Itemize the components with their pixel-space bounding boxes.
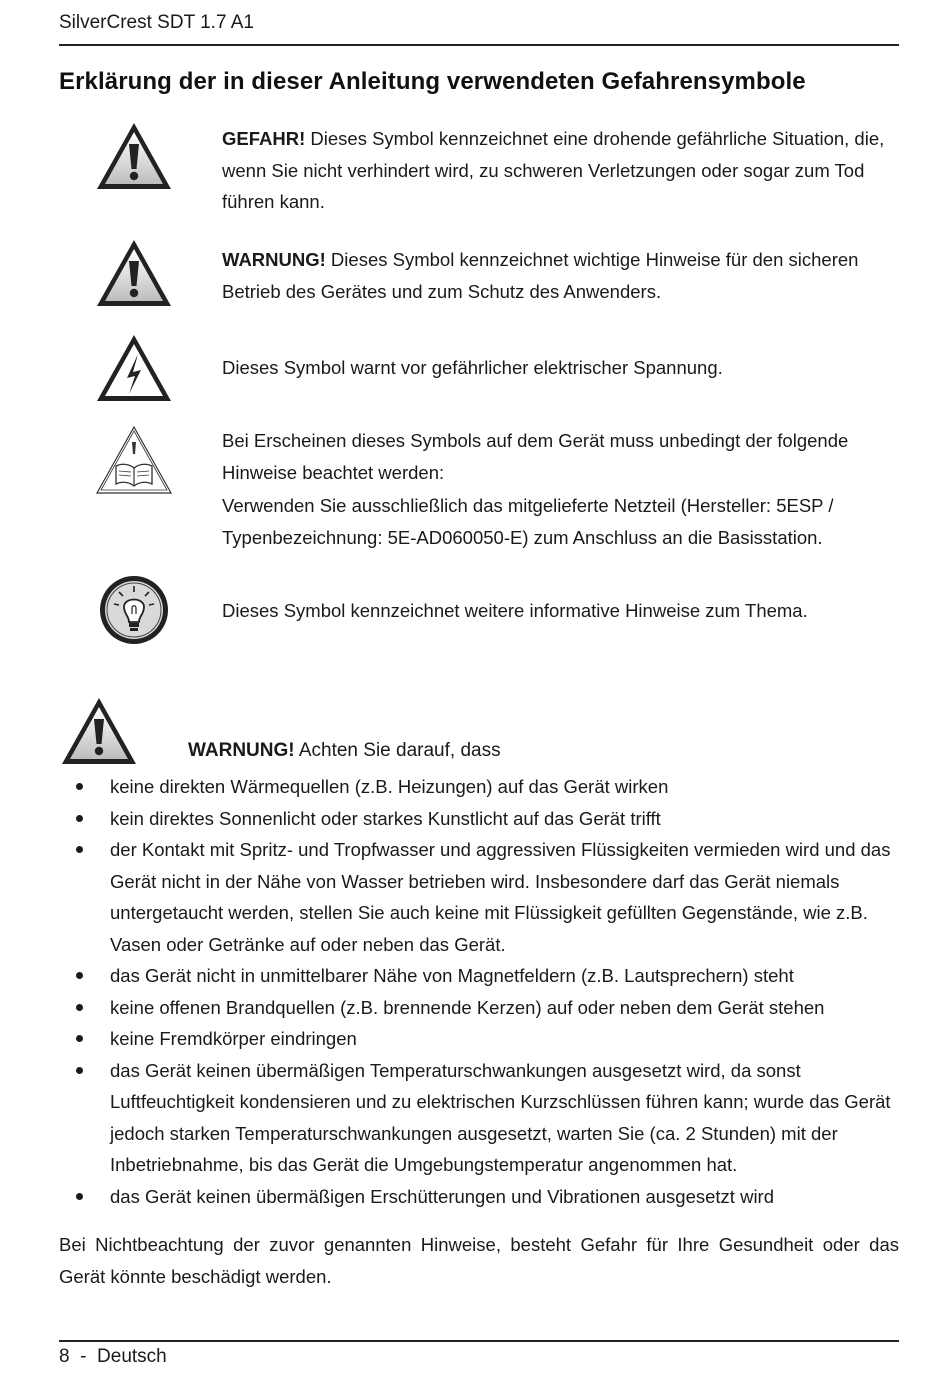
list-item-text: das Gerät nicht in unmittelbarer Nähe von Magnetfeldern (z.B. Lautsprechern) steht <box>110 965 794 986</box>
electric-description: Dieses Symbol warnt vor gefährlicher elektrischer Spannung. <box>222 357 723 378</box>
bullet-icon <box>76 846 83 853</box>
page-number: 8 <box>59 1346 70 1367</box>
warning-block-intro-text: Achten Sie darauf, dass <box>294 740 501 761</box>
manual-text-2: Verwenden Sie ausschließlich das mitgelieferte Netzteil (Hersteller: 5ESP / Typenbezeichnung: 5E-AD060050-E) zum Anschluss an die Basisstation. <box>222 495 834 548</box>
bullet-icon <box>76 1193 83 1200</box>
footer-language: Deutsch <box>97 1346 167 1367</box>
document-header: SilverCrest SDT 1.7 A1 <box>59 12 255 33</box>
read-manual-icon <box>94 424 174 496</box>
bullet-icon <box>76 815 83 822</box>
bullet-icon <box>76 1035 83 1042</box>
page-footer <box>59 1346 167 1368</box>
warning-description <box>222 244 892 307</box>
footer-rule <box>59 1340 899 1342</box>
list-item-text: der Kontakt mit Spritz- und Tropfwasser und aggressiven Flüssigkeiten vermieden wird und das Gerät nicht in der Nähe von Wasser betrieben wird. Insbesondere darf das Gerät niemals untergetaucht werden, stellen Sie auch keine mit Flüssigkeit gefüllten Gegenstände, wie z.B. Vasen oder Getränke auf oder neben das Gerät. <box>110 839 891 955</box>
warning-block-intro <box>188 735 501 767</box>
list-item <box>59 803 899 835</box>
info-description: Dieses Symbol kennzeichnet weitere informative Hinweise zum Thema. <box>222 600 808 621</box>
list-item <box>59 1023 899 1055</box>
warning-text: Dieses Symbol kennzeichnet wichtige Hinweise für den sicheren Betrieb des Gerätes und zum Schutz des Anwenders. <box>222 249 859 302</box>
list-item-text: kein direktes Sonnenlicht oder starkes Kunstlicht auf das Gerät trifft <box>110 807 661 829</box>
warning-triangle-icon <box>94 237 174 309</box>
list-item <box>59 771 899 803</box>
list-item <box>59 992 899 1024</box>
section-title: Erklärung der in dieser Anleitung verwendeten Gefahrensymbole <box>59 68 806 95</box>
warning-list <box>59 771 899 1212</box>
bullet-icon <box>76 783 83 790</box>
list-item <box>59 1055 899 1181</box>
danger-description <box>222 123 892 218</box>
bullet-icon <box>76 1067 83 1074</box>
warning-label: WARNUNG! <box>222 249 326 270</box>
footer-separator: - <box>80 1346 87 1367</box>
list-item-text: keine Fremdkörper eindringen <box>110 1028 357 1049</box>
list-item-text: keine direkten Wärmequellen (z.B. Heizungen) auf das Gerät wirken <box>110 776 669 797</box>
list-item-text: keine offenen Brandquellen (z.B. brennende Kerzen) auf oder neben dem Gerät stehen <box>110 996 825 1018</box>
list-item-text: das Gerät keinen übermäßigen Temperaturschwankungen ausgesetzt wird, da sonst Luftfeuchtigkeit kondensieren und zu elektrischen Kurzschlüssen führen kann; wurde das Gerät jedoch starken Temperaturschwankungen ausgesetzt, warten Sie (ca. 2 Stunden) mit der Inbetriebnahme, bis das Gerät die Umgebungstemperatur angenommen hat. <box>110 1059 891 1175</box>
warning-triangle-icon <box>59 695 139 767</box>
bullet-icon <box>76 1004 83 1011</box>
high-voltage-icon <box>94 332 174 404</box>
danger-label: GEFAHR! <box>222 128 306 149</box>
warning-block-label: WARNUNG! <box>188 740 295 761</box>
danger-text: Dieses Symbol kennzeichnet eine drohende gefährliche Situation, die, wenn Sie nicht verhindert wird, zu schweren Verletzungen oder sogar zum Tod führen kann. <box>222 128 885 212</box>
bullet-icon <box>76 972 83 979</box>
manual-description <box>222 425 892 553</box>
header-rule <box>59 44 899 46</box>
list-item <box>59 1181 899 1213</box>
warning-triangle-icon <box>94 120 174 192</box>
list-item-text: das Gerät keinen übermäßigen Erschütterungen und Vibrationen ausgesetzt wird <box>110 1185 775 1207</box>
manual-text-1: Bei Erscheinen dieses Symbols auf dem Gerät muss unbedingt der folgende Hinweise beachtet werden: <box>222 430 849 483</box>
list-item <box>59 960 899 992</box>
lightbulb-icon <box>94 574 174 646</box>
list-item <box>59 834 899 960</box>
closing-paragraph: Bei Nichtbeachtung der zuvor genannten Hinweise, besteht Gefahr für Ihre Gesundheit oder das Gerät könnte beschädigt werden. <box>59 1234 899 1287</box>
